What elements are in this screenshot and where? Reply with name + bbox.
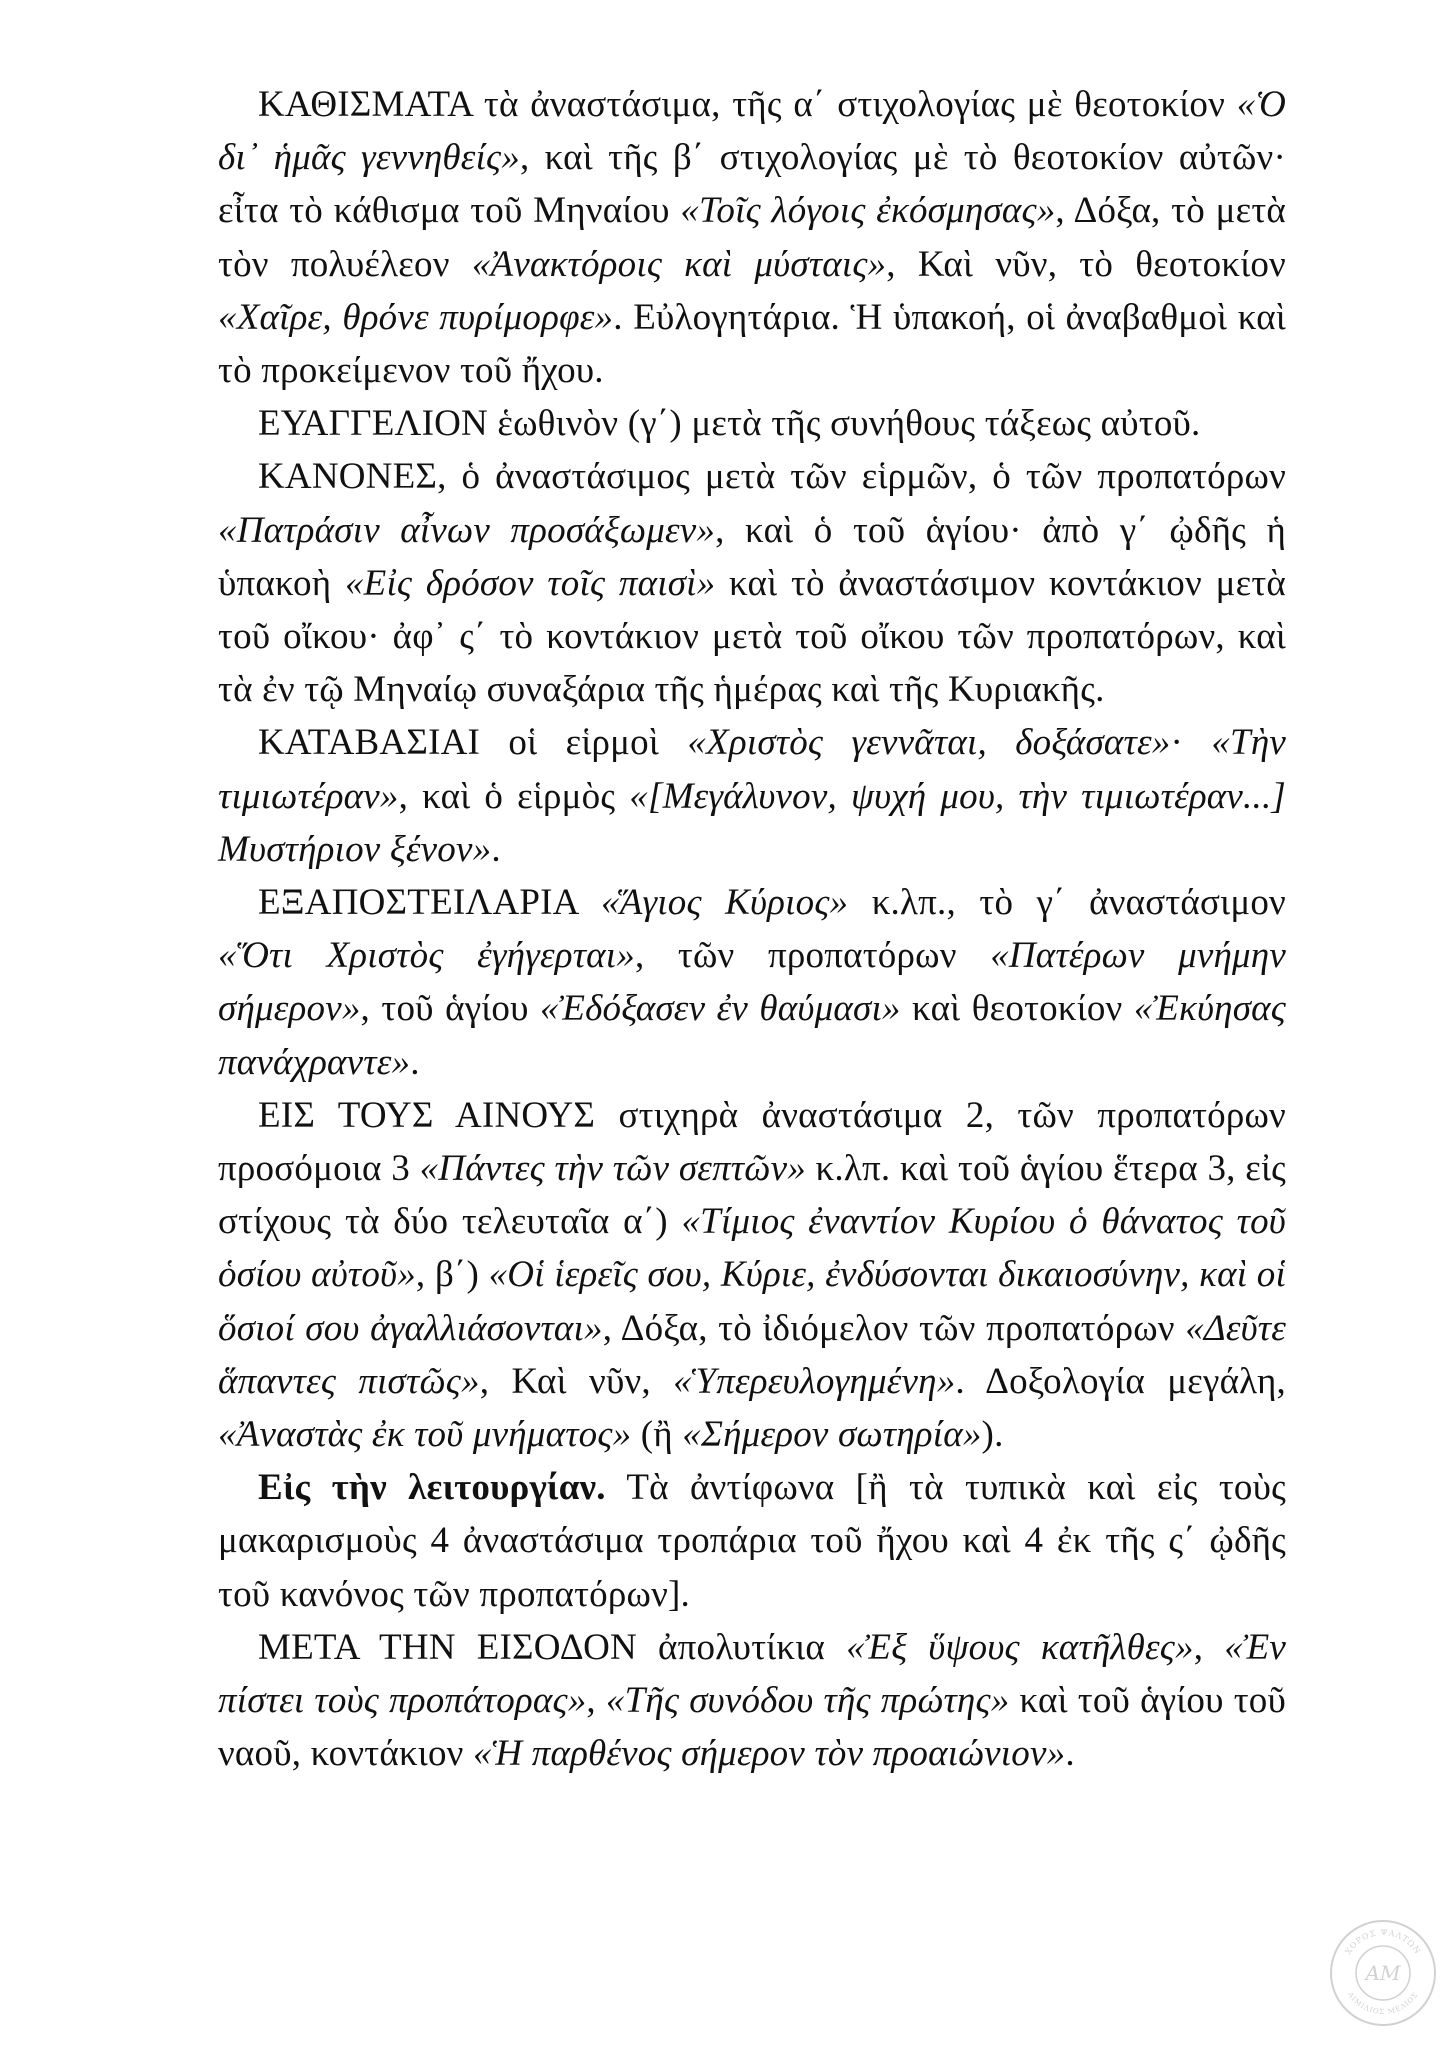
text-run: κ.λπ., τὸ γ΄ ἀναστάσιμον xyxy=(848,882,1286,924)
text-run: , Δόξα, τὸ μετὰ τὸν πολυέλεον xyxy=(218,190,1286,285)
text-run: «Πατέρων μνήμην σήμερον» xyxy=(218,935,1286,1030)
text-run: «Σήμερον σωτηρία» xyxy=(682,1414,982,1456)
text-run: . Εὐλογητάρια. Ἡ ὑπακοή, οἱ ἀναβαθμοὶ καὶ τὸ προκείμενον τοῦ ἤχου. xyxy=(218,296,1286,392)
text-run: «Πάντες τὴν τῶν σεπτῶν» xyxy=(419,1148,806,1190)
text-run: , Καὶ νῦν, xyxy=(479,1360,674,1402)
text-run: ΕΞΑΠΟΣΤΕΙΛΑΡΙΑ xyxy=(258,882,601,924)
text-run: , Καὶ νῦν, τὸ θεοτοκίον xyxy=(886,243,1286,285)
text-run: Εἰς τὴν λειτουργίαν. xyxy=(258,1467,606,1509)
text-run: κ.λπ. καὶ τοῦ ἁγίου ἕτερα 3, εἰς στίχους τὰ δύο τελευταῖα α΄) xyxy=(218,1148,1286,1243)
text-run: , β΄) xyxy=(415,1254,489,1296)
paragraph-katavasiai xyxy=(218,716,1286,876)
svg-text:ΧΟΡΟΣ ΨΑΛΤΩΝ: ΧΟΡΟΣ ΨΑΛΤΩΝ xyxy=(1343,1927,1423,1957)
text-run: «Τῆς συνόδου τῆς πρώτης» xyxy=(605,1680,1010,1722)
paragraph-kanones xyxy=(218,450,1286,716)
text-run: «Ἀνακτόροις καὶ μύσταις» xyxy=(471,243,887,285)
seal-logo xyxy=(1328,1918,1438,2028)
text-run: «Χαῖρε, θρόνε πυρίμορφε» xyxy=(218,296,614,338)
text-run: . Δοξολογία μεγάλη, xyxy=(955,1360,1286,1402)
text-run: . xyxy=(410,1041,420,1083)
text-run: «Εἰς δρόσον τοῖς παισὶ» xyxy=(344,562,716,604)
text-run: «Χριστὸς γεννᾶται, δοξάσατε» xyxy=(687,722,1171,764)
text-run: , xyxy=(1193,1626,1225,1668)
text-run: «Ἐδόξασεν ἐν θαύμασι» xyxy=(540,988,901,1030)
seal-monogram: ΑΜ xyxy=(1365,1961,1401,1985)
text-run: . xyxy=(491,828,501,870)
text-run: · xyxy=(1170,722,1212,764)
text-run: «Ὅτι Χριστὸς ἐγήγερται» xyxy=(218,935,635,977)
text-run: ). xyxy=(981,1414,1004,1456)
text-run: , καὶ ὁ εἱρμὸς xyxy=(398,775,630,817)
text-run: «Τὴν τιμιωτέραν» xyxy=(218,722,1286,817)
text-run: ΚΑΤΑΒΑΣΙΑΙ οἱ εἱρμοὶ xyxy=(258,722,688,764)
text-run: ΕΙΣ ΤΟΥΣ ΑΙΝΟΥΣ στιχηρὰ ἀναστάσιμα 2, τῶν προπατόρων προσόμοια 3 xyxy=(218,1094,1286,1190)
text-run: , τοῦ ἁγίου xyxy=(360,988,541,1030)
text-run: «Ὁ δι᾽ ἡμᾶς γεννηθείς» xyxy=(218,84,1286,179)
text-run: ΚΑΝΟΝΕΣ, ὁ ἀναστάσιμος μετὰ τῶν εἱρμῶν, ὁ τῶν προπατόρων xyxy=(258,456,1286,498)
text-run: Τὰ ἀντίφωνα [ἢ τὰ τυπικὰ καὶ εἰς τοὺς μακαρισμοὺς 4 ἀναστάσιμα τροπάρια τοῦ ἤχου καὶ 4 ἐκ τῆς ς΄ ᾠδῆς τοῦ κανόνος τῶν προπατόρων]. xyxy=(218,1467,1286,1615)
paragraph-kathismata xyxy=(218,78,1286,397)
paragraph-leitourgia xyxy=(218,1461,1286,1621)
text-run: , καὶ ὁ τοῦ ἁγίου· ἀπὸ γ΄ ᾠδῆς ἡ ὑπακοὴ xyxy=(218,509,1287,604)
text-run: ΜΕΤΑ ΤΗΝ ΕΙΣΟΔΟΝ ἀπολυτίκια xyxy=(258,1626,847,1668)
text-run: «Δεῦτε ἅπαντες πιστῶς» xyxy=(218,1307,1287,1402)
text-run: «Τοῖς λόγοις ἐκόσμησας» xyxy=(680,190,1056,232)
text-run: «Ἐκύησας πανάχραντε» xyxy=(218,988,1286,1083)
text-run: . xyxy=(1065,1733,1075,1775)
text-run: «Ἅγιος Κύριος» xyxy=(601,882,849,924)
text-run: , Δόξα, τὸ ἰδιόμελον τῶν προπατόρων xyxy=(602,1307,1186,1349)
text-run: «Ἡ παρθένος σήμερον τὸν προαιώνιον» xyxy=(473,1733,1066,1775)
paragraph-evangelion xyxy=(218,397,1286,450)
paragraph-eisodos xyxy=(218,1621,1286,1781)
text-run: καὶ τὸ ἀναστάσιμον κοντάκιον μετὰ τοῦ οἴκου· ἀφ᾽ ς΄ τὸ κοντάκιον μετὰ τοῦ οἴκου τῶν προπατόρων, καὶ τὰ ἐν τῷ Μηναίῳ συναξάρια τῆς ἡμέρας καὶ τῆς Κυριακῆς. xyxy=(218,562,1287,711)
text-run: , xyxy=(586,1680,606,1722)
text-run: (ἢ xyxy=(631,1414,683,1456)
text-run: καὶ θεοτοκίον xyxy=(900,988,1134,1030)
text-run: «Ἐξ ὕψους κατῆλθες» xyxy=(846,1626,1194,1668)
text-run: «Πατράσιν αἶνων προσάξωμεν» xyxy=(218,509,716,551)
text-run: «Ἀναστὰς ἐκ τοῦ μνήματος» xyxy=(218,1414,632,1456)
text-run: «Ὑπερευλογημένη» xyxy=(673,1360,956,1402)
body-text xyxy=(218,78,1286,1781)
text-run: καὶ τοῦ ἁγίου τοῦ ναοῦ, κοντάκιον xyxy=(218,1680,1286,1775)
text-run: , τῶν προπατόρων xyxy=(634,935,991,977)
text-run: «[Μεγάλυνον, ψυχή μου, τὴν τιμιωτέραν...] Μυστήριον ξένον» xyxy=(218,775,1287,870)
text-run: ΕΥΑΓΓΕΛΙΟΝ ἑωθινὸν (γ΄) μετὰ τῆς συνήθους τάξεως αὐτοῦ. xyxy=(258,403,1201,445)
text-run: «Οἱ ἱερεῖς σου, Κύριε, ἐνδύσονται δικαιοσύνην, καὶ οἱ ὅσιοί σου ἀγαλλιάσονται» xyxy=(218,1254,1286,1349)
text-run: , καὶ τῆς β΄ στιχολογίας μὲ τὸ θεοτοκίον αὐτῶν· εἶτα τὸ κάθισμα τοῦ Μηναίου xyxy=(218,137,1286,232)
paragraph-exapostilaria xyxy=(218,876,1286,1089)
text-run: ΚΑΘΙΣΜΑΤΑ τὰ ἀναστάσιμα, τῆς α΄ στιχολογίας μὲ θεοτοκίον xyxy=(258,84,1237,125)
svg-text:ΑΙΜΙΛΙΟΣ ΜΕΛΙΟΣ: ΑΙΜΙΛΙΟΣ ΜΕΛΙΟΣ xyxy=(1346,1990,1420,2017)
text-run: «Τίμιος ἐναντίον Κυρίου ὁ θάνατος τοῦ ὁσίου αὐτοῦ» xyxy=(218,1201,1286,1296)
paragraph-ainous xyxy=(218,1089,1286,1461)
text-run: «Ἐν πίστει τοὺς προπάτορας» xyxy=(218,1626,1286,1722)
